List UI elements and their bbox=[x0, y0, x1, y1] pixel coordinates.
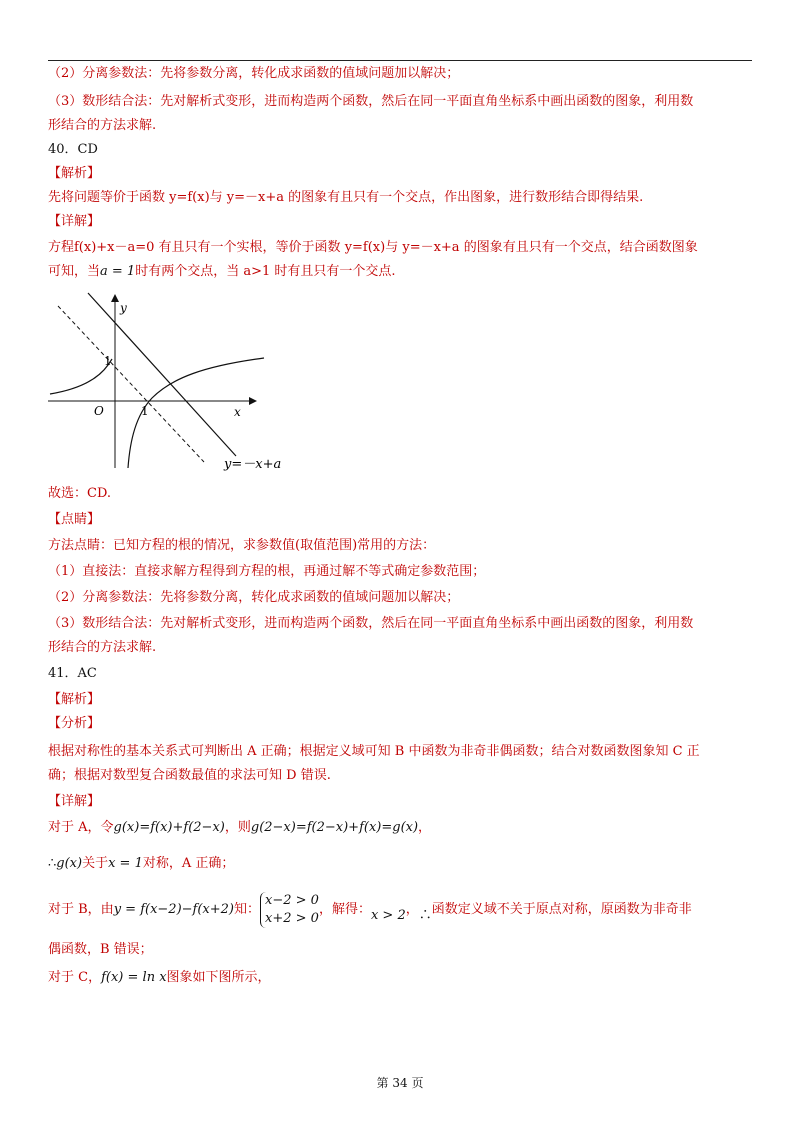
q41-b-pre: 对于 B，由 bbox=[48, 902, 114, 917]
q41-a-math2: g(2−x)=f(2−x)+f(x)=g(x) bbox=[250, 820, 419, 835]
q41-fenxi-line1: 根据对称性的基本关系式可判断出 A 正确；根据定义域可知 B 中函数为非奇非偶函数；结合对数函数图象知 C 正 bbox=[48, 744, 700, 759]
q40-xiangjie-label: 【详解】 bbox=[48, 214, 101, 229]
line-y-neg-x-plus-a bbox=[88, 293, 236, 456]
q41-c-pre: 对于 C， bbox=[48, 970, 102, 985]
q40-answer: 故选：CD. bbox=[48, 486, 112, 501]
q41-fenxi-line2: 确；根据对数型复合函数最值的求法可知 D 错误. bbox=[48, 768, 331, 783]
q41-a-pre: 对于 A，令 bbox=[48, 820, 114, 835]
q41-b-system bbox=[260, 892, 319, 928]
x-axis-label: x bbox=[234, 405, 241, 419]
q41-b-result: x > 2 bbox=[370, 908, 406, 923]
q41-b-zhi: 知： bbox=[233, 902, 260, 917]
q41-part-a bbox=[48, 818, 752, 838]
q41-jiexi-label: 【解析】 bbox=[48, 692, 101, 707]
q41-a2-math2: x = 1 bbox=[108, 856, 143, 871]
q40-detail2-post: 时有两个交点，当 a>1 时有且只有一个交点. bbox=[135, 264, 396, 279]
therefore-symbol: ∴ bbox=[48, 856, 57, 871]
q41-b-sys1: x−2 > 0 bbox=[265, 892, 319, 908]
q41-a2-math: g(x) bbox=[56, 856, 83, 871]
q41-part-c bbox=[48, 968, 752, 988]
q40-detail-line2 bbox=[48, 262, 752, 282]
header-rule bbox=[48, 60, 752, 61]
q41-a2-end: 对称，A 正确； bbox=[142, 856, 235, 871]
q41-b-jiede: ，解得： bbox=[318, 902, 371, 917]
method-graphical: （3）数形结合法：先对解析式变形，进而构造两个函数，然后在同一平面直角坐标系中画出函数的图象，利用数 bbox=[48, 94, 694, 109]
q41-b-post: 函数定义域不关于原点对称，原函数为非奇非 bbox=[431, 902, 692, 917]
q40-dj-line1: 方法点睛：已知方程的根的情况，求参数值(取值范围)常用的方法： bbox=[48, 538, 436, 553]
q40-dianjing-label: 【点睛】 bbox=[48, 512, 101, 527]
question-40-number: 40．CD bbox=[48, 142, 98, 157]
tick-one-x: 1 bbox=[141, 404, 149, 418]
q40-dj-line4: （3）数形结合法：先对解析式变形，进而构造两个函数，然后在同一平面直角坐标系中画出函数的图象，利用数 bbox=[48, 616, 694, 631]
q41-b-math: y = f(x−2)−f(x+2) bbox=[113, 902, 234, 917]
line-dashed bbox=[58, 306, 204, 462]
method-separation: （2）分离参数法：先将参数分离，转化成求函数的值域问题加以解决； bbox=[48, 66, 460, 81]
question-41-number: 41．AC bbox=[48, 666, 97, 681]
y-axis-label: y bbox=[120, 301, 127, 315]
q40-detail2-pre: 可知，当 bbox=[48, 264, 101, 279]
q41-a-end: ， bbox=[418, 820, 432, 835]
q41-part-b bbox=[48, 890, 752, 930]
curve-left-branch bbox=[50, 359, 112, 394]
q40-dj-line3: （2）分离参数法：先将参数分离，转化成求函数的值域问题加以解决； bbox=[48, 590, 460, 605]
q41-c-post: 图象如下图所示， bbox=[166, 970, 271, 985]
q41-b-sys2: x+2 > 0 bbox=[265, 910, 319, 926]
q41-xiangjie-label: 【详解】 bbox=[48, 794, 101, 809]
origin-label: O bbox=[94, 404, 104, 418]
line-label: y=－x+a bbox=[224, 457, 282, 472]
therefore-symbol-b: ∴ bbox=[418, 908, 432, 923]
x-axis-arrow-icon bbox=[249, 397, 257, 405]
q40-jiexi-text: 先将问题等价于函数 y=f(x)与 y=－x+a 的图象有且只有一个交点，作出图象，进行数形结合即得结果. bbox=[48, 190, 644, 205]
q41-part-a-conclusion bbox=[48, 854, 752, 874]
q41-a-math1: g(x)=f(x)+f(2−x) bbox=[113, 820, 225, 835]
q40-detail-line1: 方程f(x)+x－a=0 有且只有一个实根，等价于函数 y=f(x)与 y=－x+a 的图象有且只有一个交点，结合函数图象 bbox=[48, 240, 698, 255]
q40-function-graph bbox=[44, 290, 304, 480]
q41-a2-mid: 关于 bbox=[82, 856, 109, 871]
q41-a-mid: ，则 bbox=[224, 820, 251, 835]
q40-dj-line5: 形结合的方法求解. bbox=[48, 640, 157, 655]
q40-jiexi-label: 【解析】 bbox=[48, 166, 101, 181]
method-graphical-cont: 形结合的方法求解. bbox=[48, 118, 157, 133]
q41-fenxi-label: 【分析】 bbox=[48, 716, 101, 731]
y-axis-arrow-icon bbox=[111, 294, 119, 302]
q41-c-math: f(x) = ln x bbox=[101, 970, 167, 985]
tick-one-y: 1 bbox=[104, 354, 112, 368]
q41-b-comma: ， bbox=[405, 902, 419, 917]
q40-detail2-math: a = 1 bbox=[100, 264, 136, 279]
q41-part-b-line2: 偶函数，B 错误； bbox=[48, 942, 153, 957]
page-number: 第 34 页 bbox=[376, 1076, 424, 1090]
q40-dj-line2: （1）直接法：直接求解方程得到方程的根，再通过解不等式确定参数范围； bbox=[48, 564, 486, 579]
